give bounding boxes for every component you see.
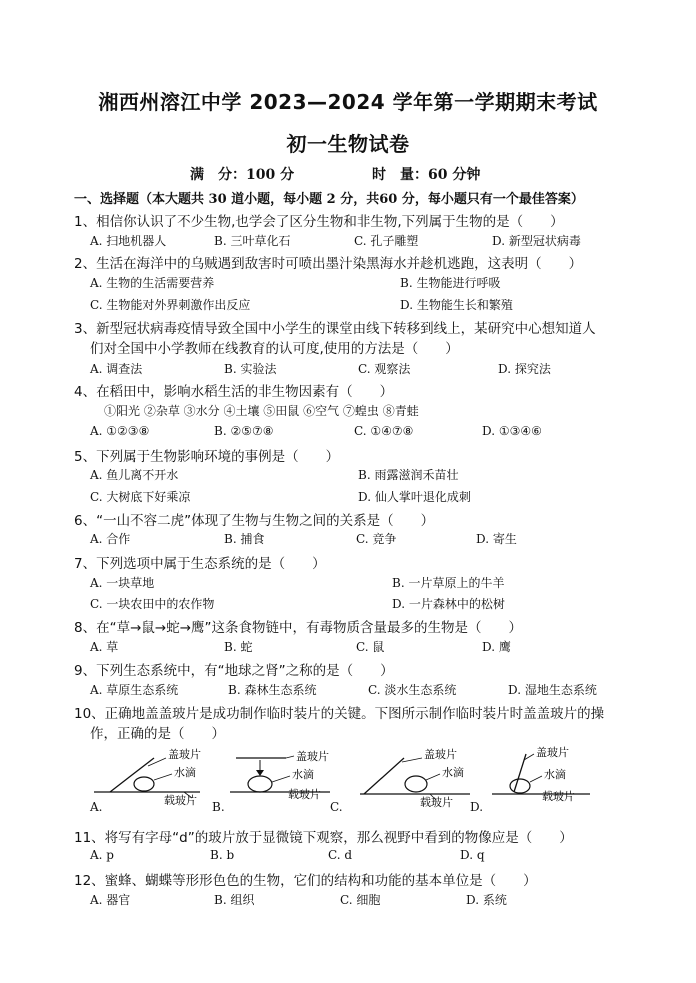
option-b: B. ②⑤⑦⑧	[214, 424, 274, 438]
option-c: C. 观察法	[358, 362, 411, 376]
label-drop: 水滴	[174, 766, 196, 779]
option-c: C. 生物能对外界刺激作出反应	[90, 298, 251, 312]
label-cover: 盖玻片	[424, 748, 457, 761]
label-drop: 水滴	[442, 766, 464, 779]
section-heading: 一、选择题（本大题共 30 道小题，每小题 2 分，共60 分，每小题只有一个最佳答案）	[74, 192, 584, 207]
question-3: 3、新型冠状病毒疫情导致全国中小学生的课堂由线下转移到线上，某研究中心想知道人	[74, 321, 596, 337]
label-cover: 盖玻片	[168, 748, 201, 761]
option-b: B. 组织	[214, 893, 255, 907]
option-b: B. 生物能进行呼吸	[400, 276, 501, 290]
option-d: D. 湿地生态系统	[508, 683, 597, 697]
question-10-cont: 作，正确的是（ ）	[90, 726, 225, 742]
option-a: A. 调查法	[90, 362, 143, 376]
question-3-cont: 们对全国中小学教师在线教育的认可度,使用的方法是（ ）	[90, 341, 459, 357]
option-b: B. b	[210, 848, 235, 862]
option-d: D. 生物能生长和繁殖	[400, 298, 513, 312]
full-score: 满 分：100 分	[190, 167, 295, 183]
option-c: C.	[330, 800, 343, 814]
question-10: 10、正确地盖盖玻片是成功制作临时装片的关键。下图所示制作临时装片时盖盖玻片的操	[74, 706, 605, 722]
option-b: B. 捕食	[224, 532, 265, 546]
option-b: B. 蛇	[224, 640, 253, 654]
question-7: 7、下列选项中属于生态系统的是（ ）	[74, 556, 326, 572]
option-c: C. 细胞	[340, 893, 381, 907]
label-slide: 载玻片	[288, 788, 321, 801]
option-a: A. 草原生态系统	[90, 683, 179, 697]
option-a: A. 草	[90, 640, 119, 654]
option-d: D. 新型冠状病毒	[492, 234, 581, 248]
option-d: D. 一片森林中的松树	[392, 597, 505, 611]
option-c: C. 淡水生态系统	[368, 683, 457, 697]
option-d: D. 探究法	[498, 362, 551, 376]
option-c: C. d	[328, 848, 353, 862]
label-slide: 载玻片	[420, 796, 453, 809]
option-b: B. 雨露滋润禾苗壮	[358, 468, 459, 482]
option-c: C. 孔子雕塑	[354, 234, 419, 248]
option-a: A. ①②③⑧	[90, 424, 150, 438]
exam-time: 时 量：60 分钟	[372, 167, 481, 183]
question-11: 11、将写有字母“d”的玻片放于显微镜下观察，那么视野中看到的物像应是（ ）	[74, 830, 573, 846]
question-9: 9、下列生态系统中，有“地球之肾”之称的是（ ）	[74, 663, 394, 679]
option-d: D. q	[460, 848, 485, 862]
option-b: B. 森林生态系统	[228, 683, 317, 697]
question-1: 1、相信你认识了不少生物,也学会了区分生物和非生物,下列属于生物的是（ ）	[74, 214, 564, 230]
label-cover: 盖玻片	[296, 750, 329, 763]
label-drop: 水滴	[292, 768, 314, 781]
option-a: A. 鱼儿离不开水	[90, 468, 179, 482]
option-a: A. 生物的生活需要营养	[90, 276, 215, 290]
exam-title: 湘西州溶江中学 2023—2024 学年第一学期期末考试	[98, 90, 598, 114]
option-b: B. 一片草原上的牛羊	[392, 576, 505, 590]
coverslip-diagram	[80, 746, 620, 816]
diagram-d	[492, 746, 590, 803]
label-cover: 盖玻片	[536, 746, 569, 759]
option-a: A. 器官	[90, 893, 131, 907]
option-b: B. 三叶草化石	[214, 234, 291, 248]
option-a: A. 合作	[90, 532, 131, 546]
question-4-factors: ①阳光 ②杂草 ③水分 ④土壤 ⑤田鼠 ⑥空气 ⑦蝗虫 ⑧青蛙	[104, 404, 419, 418]
option-b: B.	[212, 800, 225, 814]
option-d: D. 系统	[466, 893, 507, 907]
question-12: 12、蜜蜂、蝴蝶等形形色色的生物，它们的结构和功能的基本单位是（ ）	[74, 873, 537, 889]
label-drop: 水滴	[544, 768, 566, 781]
option-d: D.	[470, 800, 484, 814]
option-a: A. p	[90, 848, 114, 862]
diagram-c	[360, 747, 470, 809]
option-c: C. 竞争	[356, 532, 397, 546]
exam-subtitle: 初一生物试卷	[286, 132, 410, 156]
option-c: C. ①④⑦⑧	[354, 424, 414, 438]
option-d: D. 鹰	[482, 640, 511, 654]
option-c: C. 鼠	[356, 640, 385, 654]
label-slide: 载玻片	[542, 790, 575, 803]
question-4: 4、在稻田中，影响水稻生活的非生物因素有（ ）	[74, 384, 394, 400]
option-a: A. 扫地机器人	[90, 234, 167, 248]
question-5: 5、下列属于生物影响环境的事例是（ ）	[74, 449, 340, 465]
option-d: D. 仙人掌叶退化成刺	[358, 490, 471, 504]
option-c: C. 一块农田中的农作物	[90, 597, 215, 611]
question-6: 6、“一山不容二虎”体现了生物与生物之间的关系是（ ）	[74, 513, 435, 529]
option-b: B. 实验法	[224, 362, 277, 376]
question-8: 8、在“草→鼠→蛇→鹰”这条食物链中，有毒物质含量最多的生物是（ ）	[74, 620, 523, 636]
option-a: A. 一块草地	[90, 576, 155, 590]
option-d: D. 寄生	[476, 532, 517, 546]
question-2: 2、生活在海洋中的乌贼遇到敌害时可喷出墨汁染黑海水并趁机逃跑，这表明（ ）	[74, 256, 583, 272]
diagram-b	[230, 749, 330, 801]
label-slide: 载玻片	[164, 794, 197, 807]
option-d: D. ①③④⑥	[482, 424, 542, 438]
diagram-a	[94, 747, 201, 807]
option-c: C. 大树底下好乘凉	[90, 490, 191, 504]
option-a: A.	[90, 800, 103, 814]
